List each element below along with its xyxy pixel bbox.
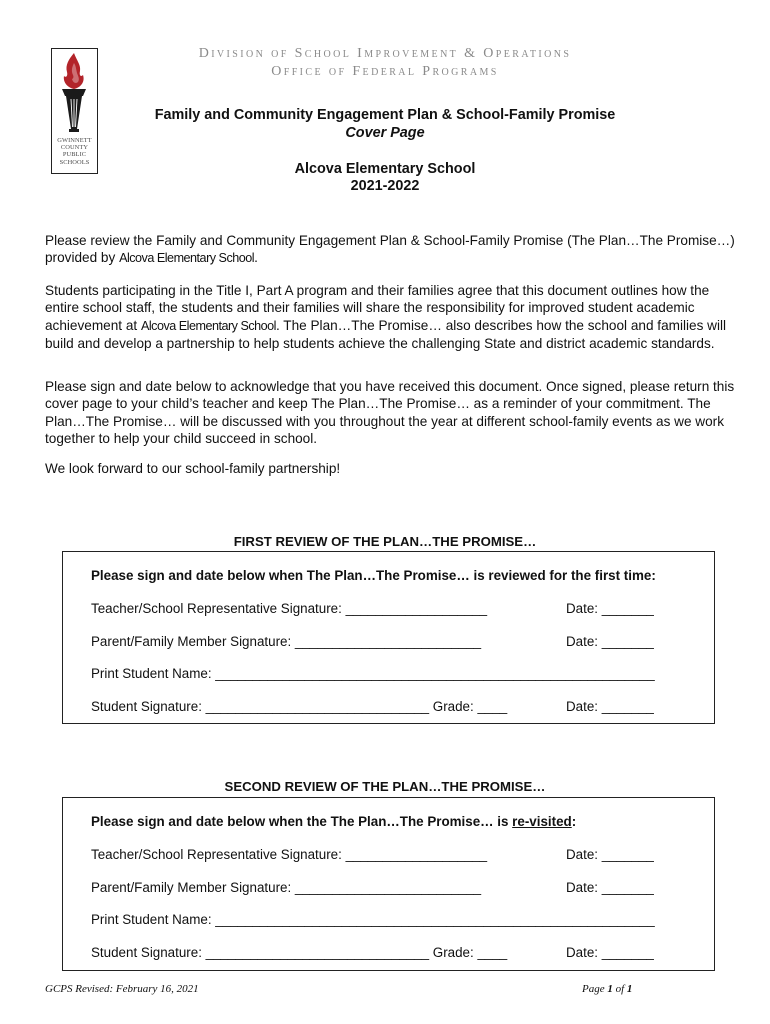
student-signature-field[interactable]: Student Signature: ______________________________ Grade: ____ [91,945,508,960]
student-name-field[interactable]: Print Student Name: ___________________________________________________________ [91,912,655,927]
date-field[interactable]: Date: _______ [566,847,654,862]
student-name-field[interactable]: Print Student Name: ___________________________________________________________ [91,666,655,681]
sign-instructions-paragraph: Please sign and date below to acknowledge that you have received this document. Once signed, please return this cover page to your child’s teacher and keep The Plan…The Promise… as a reminder of your commitment. The Plan…The Promise… will be discussed with you throughout the year at different school-family events as we work together to help your child succeed in school. [45,379,735,447]
first-review-instruction: Please sign and date below when The Plan…The Promise… is reviewed for the first time: [91,568,656,583]
date-field[interactable]: Date: _______ [566,699,654,714]
office-heading: Office of Federal Programs [271,64,499,79]
document-title: Family and Community Engagement Plan & School-Family Promise [154,107,616,123]
logo-wordmark: GWINNETT COUNTY PUBLIC SCHOOLS [57,137,92,166]
teacher-signature-field[interactable]: Teacher/School Representative Signature: ___________________ [91,601,488,616]
school-name-inline: Alcova Elementary School [140,318,276,333]
second-review-heading: SECOND REVIEW OF THE PLAN…THE PROMISE… [224,779,546,794]
first-review-heading: FIRST REVIEW OF THE PLAN…THE PROMISE… [233,534,537,549]
parent-signature-field[interactable]: Parent/Family Member Signature: _________________________ [91,634,482,649]
date-field[interactable]: Date: _______ [566,945,654,960]
date-field[interactable]: Date: _______ [566,634,654,649]
division-heading: Division of School Improvement & Operations [198,46,572,61]
school-name: Alcova Elementary School [294,161,476,177]
revision-date: GCPS Revised: February 16, 2021 [45,983,199,995]
document-subtitle: Cover Page [345,125,425,141]
date-field[interactable]: Date: _______ [566,601,654,616]
school-year: 2021-2022 [350,178,420,194]
second-review-box [62,797,715,971]
closing-paragraph: We look forward to our school-family partnership! [45,461,341,476]
intro-paragraph: Please review the Family and Community Engagement Plan & School-Family Promise (The Plan…The Promise…) provided by Alcova Elementary School. [45,233,735,266]
date-field[interactable]: Date: _______ [566,880,654,895]
page-number: Page 1 of 1 [582,983,633,995]
parent-signature-field[interactable]: Parent/Family Member Signature: _________________________ [91,880,482,895]
second-review-instruction: Please sign and date below when the The Plan…The Promise… is re-visited: [91,814,577,829]
title-one-paragraph: Students participating in the Title I, Part A program and their families agree that this document outlines how the entire school staff, the students and their families will share the responsibility for improved student academic achievement at Alcova Elementary School. The Plan…The Promise… also describes how the school and families will build and develop a partnership to help students achieve the challenging State and district academic standards. [45,283,727,352]
first-review-box [62,551,715,724]
torch-icon [52,49,96,137]
teacher-signature-field[interactable]: Teacher/School Representative Signature: ___________________ [91,847,488,862]
school-name-inline: Alcova Elementary School [119,251,255,266]
student-signature-field[interactable]: Student Signature: ______________________________ Grade: ____ [91,699,508,714]
